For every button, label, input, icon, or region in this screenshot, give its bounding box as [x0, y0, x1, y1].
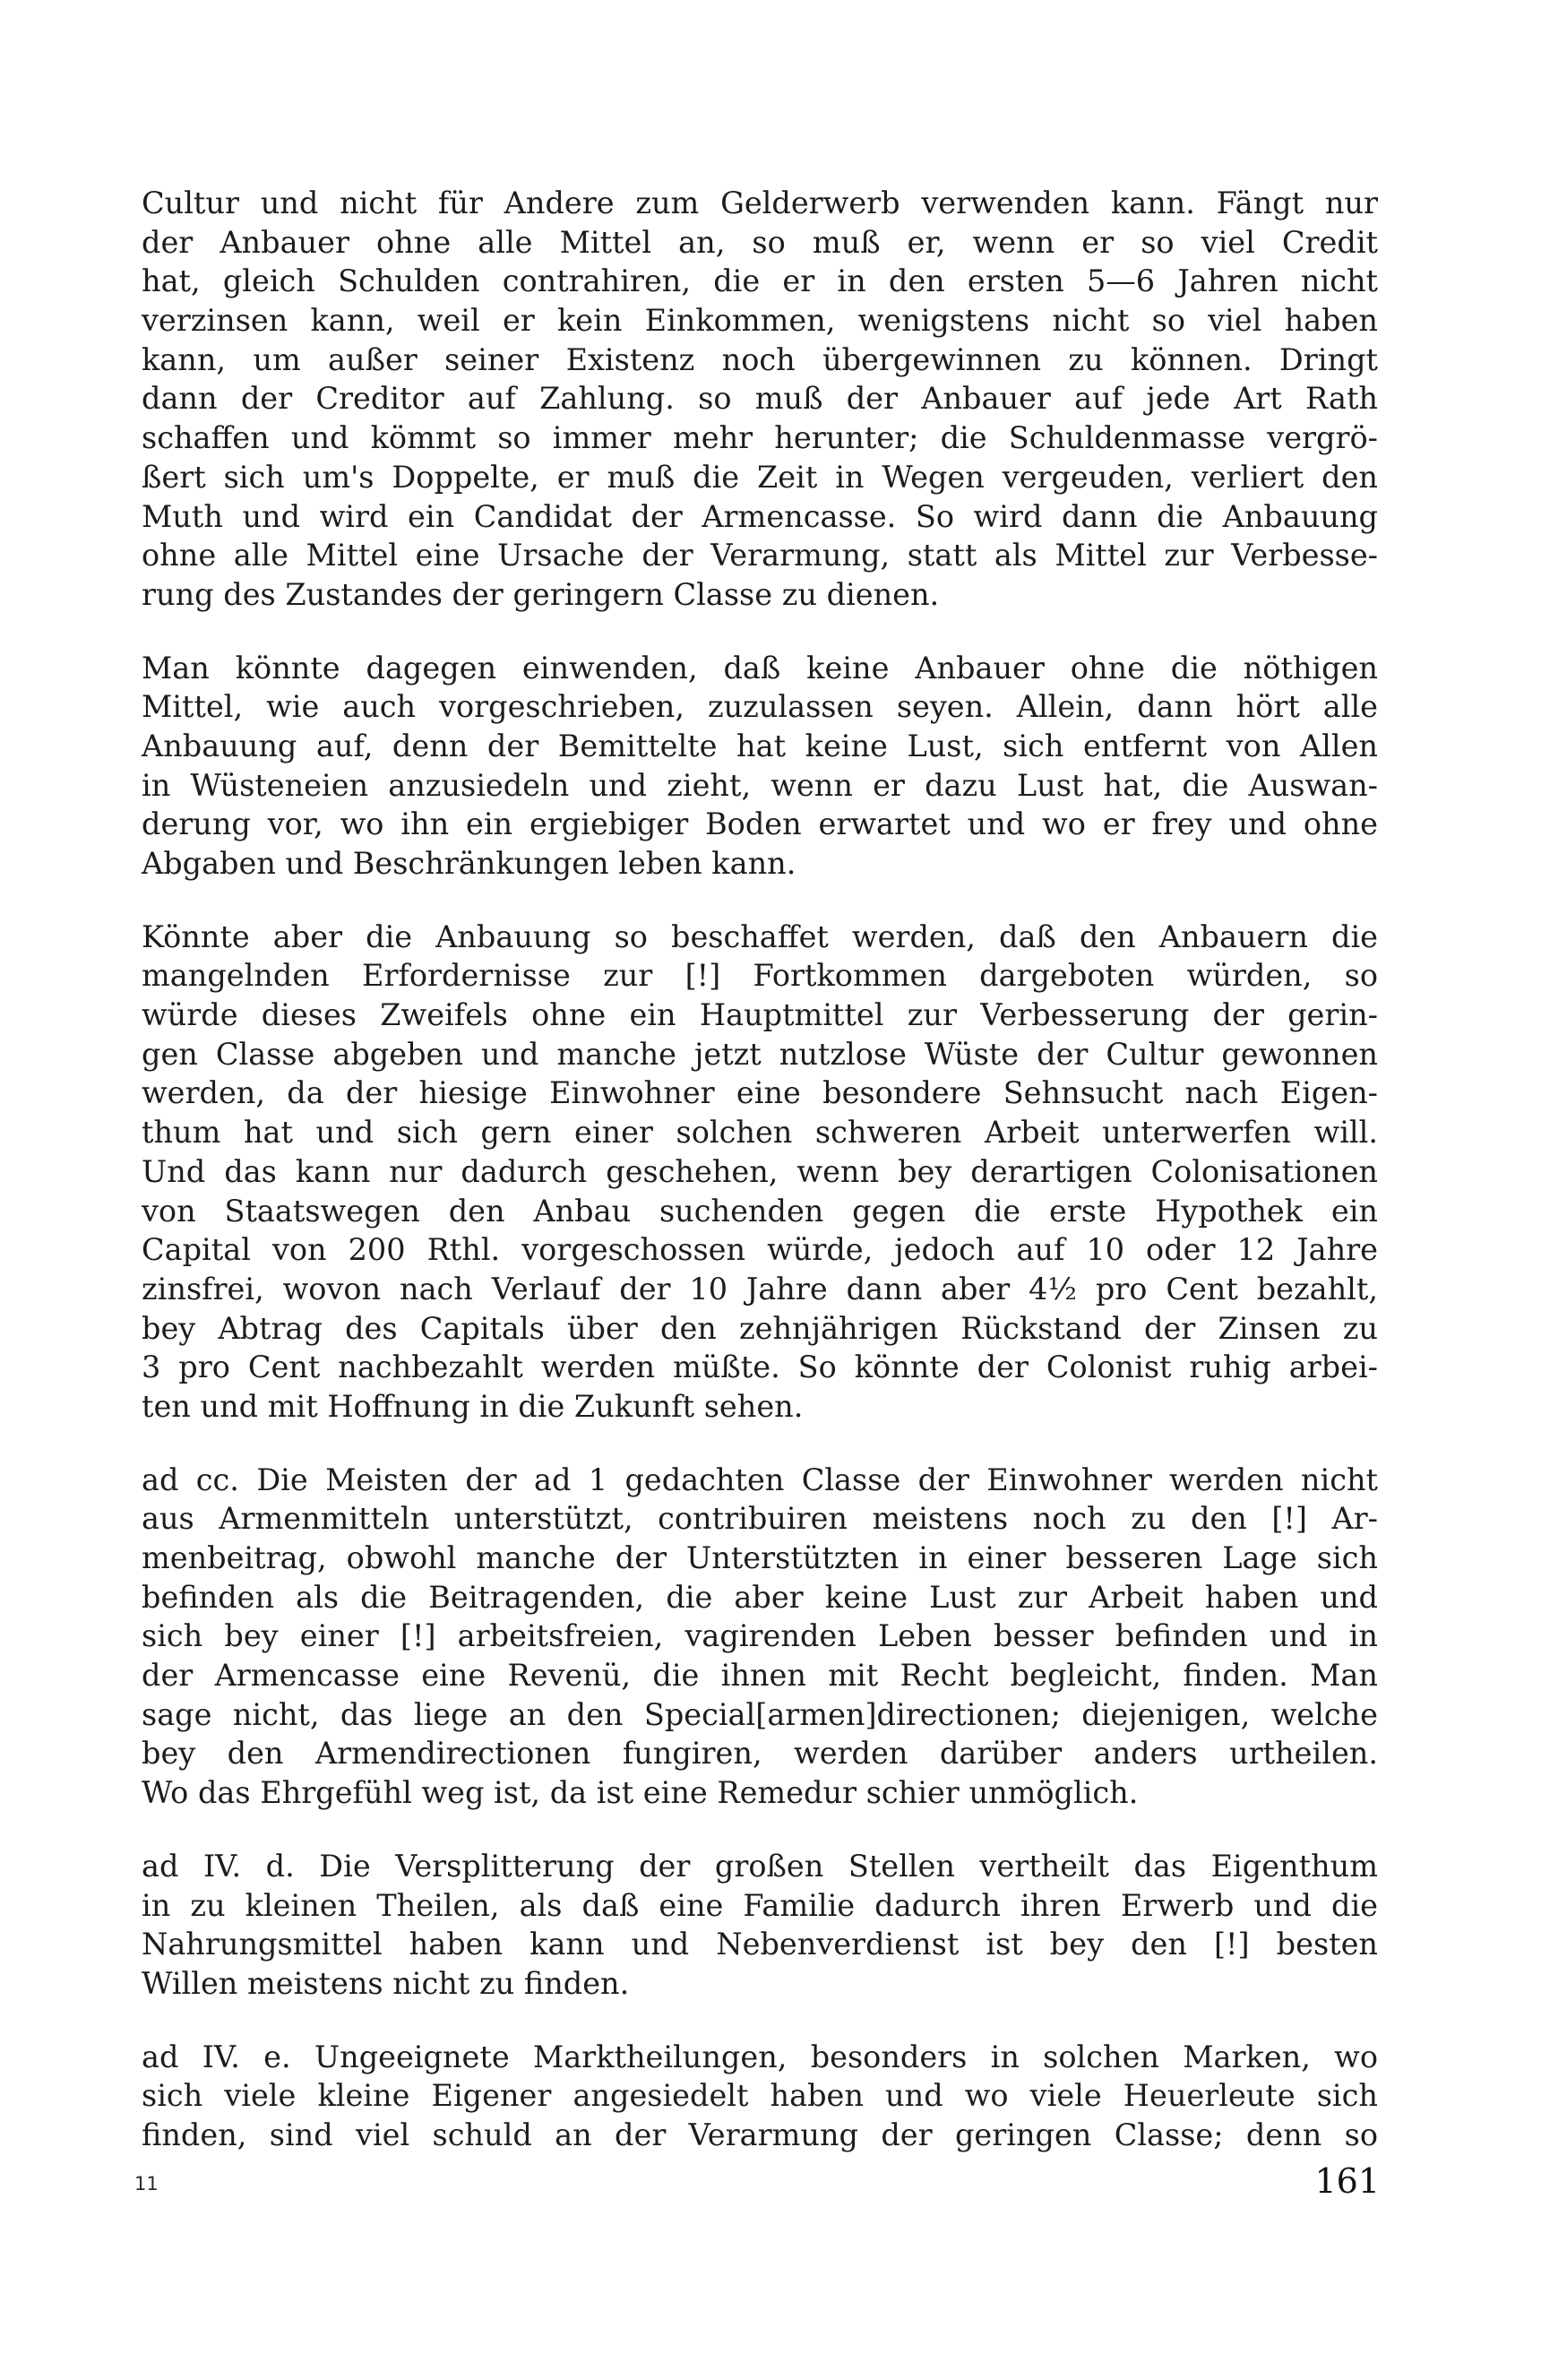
- text-line: ßert sich um's Doppelte, er muß die Zeit in Wegen vergeuden, verliert den: [142, 459, 1378, 495]
- text-line: verzinsen kann, weil er kein Einkommen, wenigstens nicht so viel haben: [142, 303, 1378, 339]
- text-line: in zu kleinen Theilen, als daß eine Familie dadurch ihren Erwerb und die: [142, 1887, 1378, 1923]
- text-line: sich viele kleine Eigener angesiedelt haben und wo viele Heuerleute sich: [142, 2078, 1378, 2114]
- text-line: menbeitrag, obwohl manche der Unterstützten in einer besseren Lage sich: [142, 1540, 1378, 1575]
- text-line: Willen meistens nicht zu finden.: [142, 1965, 630, 2001]
- text-line: Wo das Ehrgefühl weg ist, da ist eine Remedur schier unmöglich.: [142, 1775, 1139, 1811]
- text-line: Cultur und nicht für Andere zum Gelderwerb verwenden kann. Fängt nur: [142, 185, 1378, 220]
- text-line: thum hat und sich gern einer solchen schweren Arbeit unterwerfen will.: [142, 1115, 1378, 1151]
- text-line: gen Classe abgeben und manche jetzt nutzlose Wüste der Cultur gewonnen: [142, 1036, 1378, 1072]
- text-line: Anbauung auf, denn der Bemittelte hat keine Lust, sich entfernt von Allen: [142, 728, 1378, 763]
- text-line: schaffen und kömmt so immer mehr herunter; die Schuldenmasse vergrö-: [142, 420, 1378, 456]
- text-line: ten und mit Hoffnung in die Zukunft sehen.: [142, 1388, 804, 1424]
- text-line: würde dieses Zweifels ohne ein Hauptmittel zur Verbesserung der gerin-: [142, 997, 1378, 1033]
- text-line: kann, um außer seiner Existenz noch übergewinnen zu können. Dringt: [142, 341, 1378, 377]
- text-line: Muth und wird ein Candidat der Armencasse. So wird dann die Anbauung: [142, 498, 1378, 534]
- body-text: [142, 184, 1378, 2189]
- paragraph: [142, 2038, 1378, 2155]
- text-line: hat, gleich Schulden contrahiren, die er in den ersten 5—6 Jahren nicht: [142, 263, 1378, 299]
- text-line: Capital von 200 Rthl. vorgeschossen würde, jedoch auf 10 oder 12 Jahre: [142, 1232, 1378, 1268]
- paragraph: [142, 918, 1378, 1427]
- text-line: ohne alle Mittel eine Ursache der Verarmung, statt als Mittel zur Verbesse-: [142, 538, 1378, 573]
- text-line: Nahrungsmittel haben kann und Nebenverdienst ist bey den [!] besten: [142, 1927, 1378, 1962]
- text-line: Mittel, wie auch vorgeschrieben, zuzulassen seyen. Allein, dann hört alle: [142, 689, 1378, 725]
- text-line: der Armencasse eine Revenü, die ihnen mit Recht begleicht, finden. Man: [142, 1658, 1378, 1694]
- paragraph: [142, 1461, 1378, 1813]
- text-line: dann der Creditor auf Zahlung. so muß der Anbauer auf jede Art Rath: [142, 381, 1378, 417]
- text-line: Abgaben und Beschränkungen leben kann.: [142, 846, 796, 881]
- text-line: bey Abtrag des Capitals über den zehnjährigen Rückstand der Zinsen zu: [142, 1310, 1378, 1346]
- text-line: finden, sind viel schuld an der Verarmung der geringen Classe; denn so: [142, 2117, 1378, 2152]
- printer-signature-mark: 11: [134, 2173, 159, 2195]
- paragraph: [142, 1847, 1378, 2004]
- text-line: mangelnden Erfordernisse zur [!] Fortkommen dargeboten würden, so: [142, 958, 1378, 994]
- text-line: aus Armenmitteln unterstützt, contribuiren meistens noch zu den [!] Ar-: [142, 1501, 1378, 1537]
- paragraph: [142, 649, 1378, 884]
- text-line: rung des Zustandes der geringern Classe zu dienen.: [142, 576, 940, 612]
- text-line: derung vor, wo ihn ein ergiebiger Boden erwartet und wo er frey und ohne: [142, 806, 1378, 842]
- text-line: Könnte aber die Anbauung so beschaffet werden, daß den Anbauern die: [142, 918, 1378, 954]
- text-line: Man könnte dagegen einwenden, daß keine Anbauer ohne die nöthigen: [142, 650, 1378, 686]
- text-line: ad IV. d. Die Versplitterung der großen Stellen vertheilt das Eigenthum: [142, 1848, 1378, 1884]
- text-line: sich bey einer [!] arbeitsfreien, vagirenden Leben besser befinden und in: [142, 1618, 1378, 1654]
- page-number: 161: [1314, 2161, 1380, 2201]
- paragraph: [142, 184, 1378, 615]
- text-line: der Anbauer ohne alle Mittel an, so muß er, wenn er so viel Credit: [142, 224, 1378, 260]
- text-line: Und das kann nur dadurch geschehen, wenn bey derartigen Colonisationen: [142, 1153, 1378, 1189]
- text-line: ad IV. e. Ungeeignete Marktheilungen, besonders in solchen Marken, wo: [142, 2039, 1378, 2074]
- text-line: zinsfrei, wovon nach Verlauf der 10 Jahre dann aber 4½ pro Cent bezahlt,: [142, 1271, 1378, 1306]
- text-line: werden, da der hiesige Einwohner eine besondere Sehnsucht nach Eigen-: [142, 1075, 1378, 1111]
- text-line: 3 pro Cent nachbezahlt werden müßte. So könnte der Colonist ruhig arbei-: [142, 1350, 1378, 1385]
- text-line: sage nicht, das liege an den Special[armen]directionen; diejenigen, welche: [142, 1696, 1378, 1732]
- text-line: bey den Armendirectionen fungiren, werden darüber anders urtheilen.: [142, 1736, 1378, 1772]
- text-line: in Wüsteneien anzusiedeln und zieht, wenn er dazu Lust hat, die Auswan-: [142, 767, 1378, 803]
- text-line: befinden als die Beitragenden, die aber keine Lust zur Arbeit haben und: [142, 1579, 1378, 1615]
- text-line: von Staatswegen den Anbau suchenden gegen die erste Hypothek ein: [142, 1193, 1378, 1229]
- text-line: ad cc. Die Meisten der ad 1 gedachten Classe der Einwohner werden nicht: [142, 1462, 1378, 1497]
